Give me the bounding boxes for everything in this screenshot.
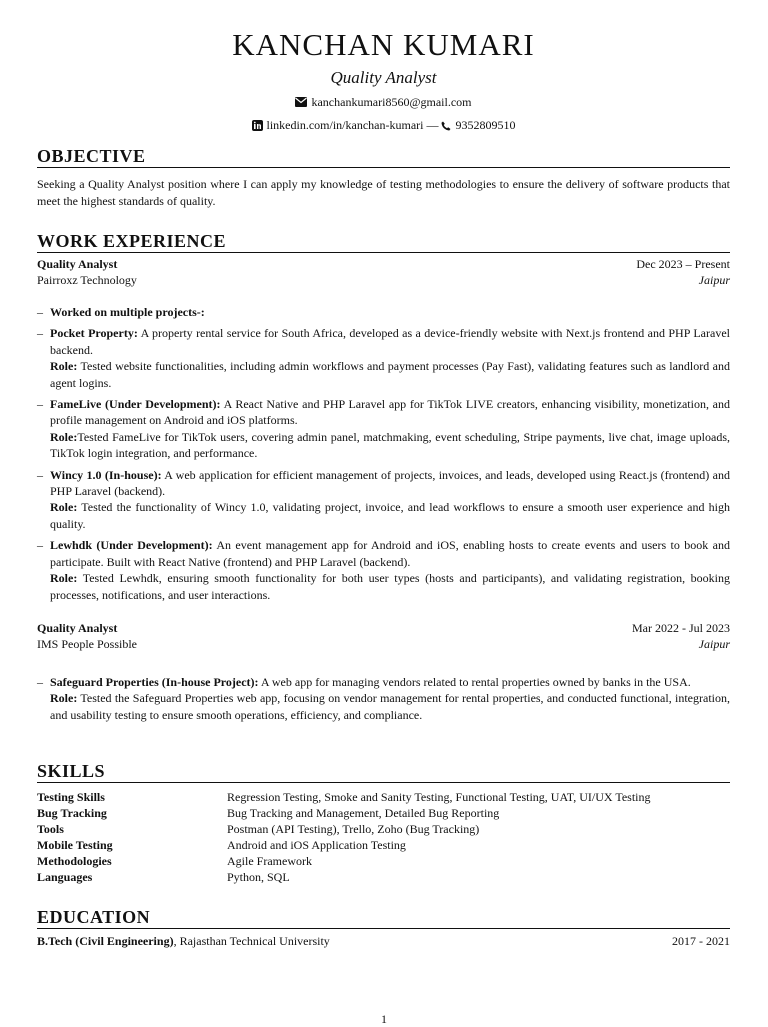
linkedin-icon [252,119,263,135]
project-desc: A web app for managing vendors related to rental properties owned by banks in the USA. [258,675,691,689]
contact-separator: — [423,118,442,133]
skill-values: Android and iOS Application Testing [227,838,406,852]
list-item [37,537,730,603]
school: , Rajasthan Technical University [173,934,330,948]
project-name: Pocket Property: [50,326,138,341]
list-item [37,304,730,320]
candidate-title: Quality Analyst [330,68,437,87]
role-label: Role: [50,500,78,515]
skills-section [37,761,730,885]
project-name: FameLive (Under Development): [50,397,221,412]
project-name: Lewhdk (Under Development): [50,538,213,553]
job-head-row [37,620,730,636]
email-line [37,94,730,111]
role-text: Tested FameLive for TikTok users, covering admin panel, matchmaking, event scheduling, Stripe payments, live chat, image uploads, TikTok login integration, and performance. [50,429,730,461]
objective-section [37,146,730,209]
skill-category: Mobile Testing [37,838,113,852]
job-location: Jaipur [698,637,730,651]
education-years: 2017 - 2021 [672,934,730,948]
skill-category: Testing Skills [37,790,105,804]
skill-row [37,869,730,885]
role-text: Tested Lewhdk, ensuring smooth functionality for both user types (hosts and participants), and validating registration, booking processes, notifications, and user interactions. [50,571,730,602]
role-text: Tested website functionalities, including admin workflows and payment processes (Pay Fast), validating features such as landlord and agent logins. [50,359,730,390]
email-link[interactable]: kanchankumari8560@gmail.com [311,95,472,109]
degree: B.Tech (Civil Engineering) [37,934,174,948]
phone-icon [441,119,451,135]
skill-values: Python, SQL [227,870,290,884]
skill-category: Methodologies [37,854,112,868]
job-location: Jaipur [698,273,730,287]
list-item [37,396,730,462]
skill-row [37,789,730,805]
job-company: IMS People Possible [37,637,138,651]
skill-row [37,821,730,837]
role-text: Tested the Safeguard Properties web app, focusing on vendor management for rental properties, and conducted functional, integration, and usability testing to ensure smooth operations, efficiency, and compliance. [50,691,730,722]
project-desc: A React Native and PHP Laravel app for TikTok LIVE creators, enhancing visibility, monetization, and profile management on Android and iOS platforms. [50,397,730,428]
project-desc: A web application for efficient management of projects, invoices, and leads, developed using React.js (frontend) and PHP Laravel (backend). [50,467,730,499]
objective-heading: OBJECTIVE [37,146,730,168]
job-ims [37,620,730,728]
project-name: Wincy 1.0 (In-house): [50,467,162,482]
linkedin-link[interactable]: linkedin.com/in/kanchan-kumari [266,118,424,133]
experience-section [37,231,730,608]
skills-table [37,789,730,885]
project-desc: An event management app for Android and iOS, enabling hosts to create events and users to book and participate. Built with React Native (frontend) and PHP Laravel (backend). [50,538,730,569]
intro-text: Worked on multiple projects-: [50,305,205,319]
project-list [37,674,730,723]
list-item [37,467,730,533]
objective-text: Seeking a Quality Analyst position where I can apply my knowledge of testing methodologies to ensure the delivery of software products that meet the highest standards of quality. [37,177,730,208]
list-item [37,325,730,391]
skill-values: Bug Tracking and Management, Detailed Bug Reporting [227,806,500,820]
skill-category: Languages [37,870,93,884]
job-dates: Dec 2023 – Present [636,257,730,271]
job-head-row [37,256,730,272]
links-line [37,117,730,134]
resume-page [37,27,730,948]
job-company-row [37,272,730,288]
education-section [37,907,730,949]
education-heading: EDUCATION [37,907,730,929]
project-desc: A property rental service for South Africa, developed as a device-friendly website with Next.js frontend and PHP Laravel backend. [50,326,730,357]
skills-heading: SKILLS [37,761,730,783]
role-text: Tested the functionality of Wincy 1.0, validating project, invoice, and lead workflows to ensure a smooth user experience and high quality. [50,500,730,531]
list-item [37,674,730,723]
project-name: Safeguard Properties (In-house Project): [50,675,259,689]
skill-values: Regression Testing, Smoke and Sanity Testing, Functional Testing, UAT, UI/UX Testing [227,790,651,804]
skill-values: Agile Framework [227,854,312,868]
skill-category: Tools [37,822,64,836]
skill-row [37,853,730,869]
job-company: Pairroxz Technology [37,273,137,287]
skill-row [37,805,730,821]
role-label: Role: [50,691,78,706]
job-dates: Mar 2022 - Jul 2023 [632,621,730,635]
candidate-name: KANCHAN KUMARI [232,27,535,62]
envelope-icon [295,95,307,111]
experience-heading: WORK EXPERIENCE [37,231,730,253]
role-label: Role: [50,429,78,444]
skill-category: Bug Tracking [37,806,107,820]
job-company-row [37,636,730,652]
role-label: Role: [50,571,78,586]
page-number: 1 [381,1012,387,1026]
project-list [37,304,730,603]
phone-number[interactable]: 9352809510 [455,118,516,133]
job-title: Quality Analyst [37,621,118,635]
job-title: Quality Analyst [37,257,118,271]
skill-row [37,837,730,853]
role-label: Role: [50,359,78,374]
education-row [37,933,730,949]
skill-values: Postman (API Testing), Trello, Zoho (Bug Tracking) [227,822,480,836]
job-pairroxz [37,256,730,603]
